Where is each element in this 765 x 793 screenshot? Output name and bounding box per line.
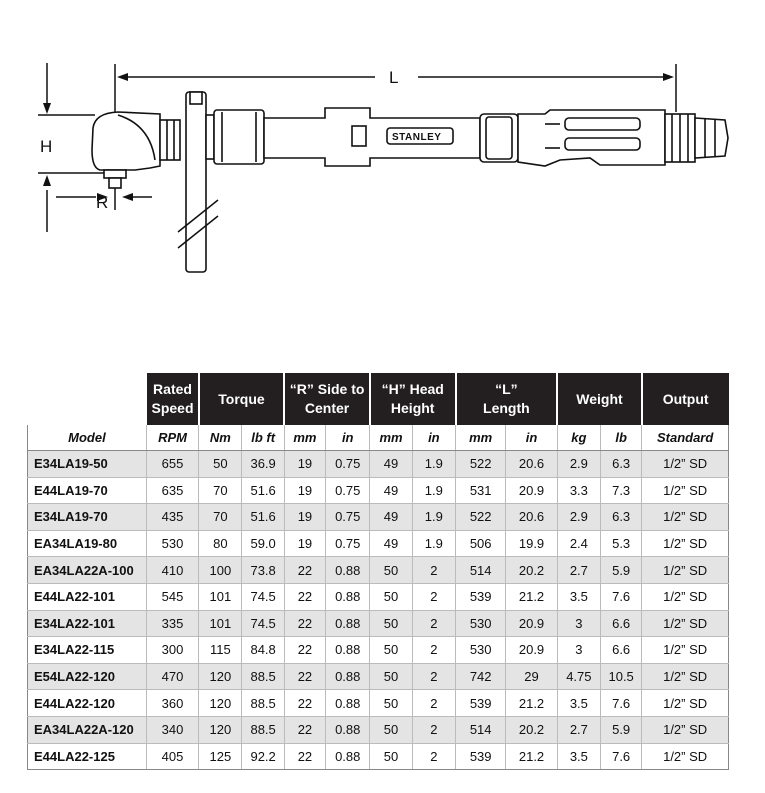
unit-header-lb: lb xyxy=(601,425,642,451)
unit-header-nm: Nm xyxy=(199,425,242,451)
cell-h-mm: 49 xyxy=(370,530,412,557)
cell-h-in: 2 xyxy=(412,716,455,743)
cell-weight-lb: 5.3 xyxy=(601,530,642,557)
cell-h-mm: 50 xyxy=(370,610,412,637)
cell-torque-lbft: 92.2 xyxy=(242,743,284,770)
cell-l-in: 20.9 xyxy=(506,477,557,504)
unit-header-r-in: in xyxy=(326,425,370,451)
cell-h-in: 1.9 xyxy=(412,504,455,531)
cell-h-in: 2 xyxy=(412,743,455,770)
cell-l-in: 29 xyxy=(506,663,557,690)
cell-model: E44LA22-101 xyxy=(28,583,147,610)
cell-l-mm: 742 xyxy=(456,663,506,690)
cell-torque-nm: 120 xyxy=(199,663,242,690)
cell-torque-nm: 100 xyxy=(199,557,242,584)
cell-model: EA34LA22A-120 xyxy=(28,716,147,743)
header-l-length-line2: Length xyxy=(483,400,530,416)
cell-h-mm: 50 xyxy=(370,690,412,717)
cell-output: 1/2” SD xyxy=(642,690,729,717)
header-l-length-line1: “L” xyxy=(495,381,518,397)
length-arrow-left xyxy=(117,73,128,81)
table-row xyxy=(28,743,729,770)
header-rated-speed xyxy=(146,373,198,425)
cell-r-mm: 22 xyxy=(284,663,325,690)
cell-r-mm: 19 xyxy=(284,477,325,504)
cell-weight-lb: 6.6 xyxy=(601,610,642,637)
cell-l-mm: 539 xyxy=(456,583,506,610)
cell-model: E44LA22-125 xyxy=(28,743,147,770)
cell-h-mm: 50 xyxy=(370,743,412,770)
cell-torque-lbft: 59.0 xyxy=(242,530,284,557)
unit-header-row xyxy=(28,425,729,451)
cell-h-in: 1.9 xyxy=(412,530,455,557)
cell-l-in: 20.2 xyxy=(506,557,557,584)
cell-weight-lb: 6.3 xyxy=(601,504,642,531)
cell-r-in: 0.88 xyxy=(326,583,370,610)
cell-r-in: 0.88 xyxy=(326,637,370,664)
table-row xyxy=(28,477,729,504)
cell-weight-lb: 5.9 xyxy=(601,716,642,743)
cell-rpm: 335 xyxy=(146,610,198,637)
cell-h-in: 2 xyxy=(412,610,455,637)
cell-l-mm: 522 xyxy=(456,451,506,478)
header-rated-speed-line1: Rated xyxy=(153,381,192,397)
cell-weight-kg: 3 xyxy=(557,610,600,637)
cell-l-in: 19.9 xyxy=(506,530,557,557)
cell-weight-kg: 3.5 xyxy=(557,690,600,717)
cell-l-in: 20.6 xyxy=(506,504,557,531)
cell-r-in: 0.88 xyxy=(326,743,370,770)
nutrunner-tool-outline xyxy=(92,92,728,272)
header-output xyxy=(642,373,729,425)
cell-weight-lb: 7.6 xyxy=(601,583,642,610)
cell-r-in: 0.88 xyxy=(326,690,370,717)
cell-r-in: 0.88 xyxy=(326,663,370,690)
header-h-head-line1: “H” Head xyxy=(381,381,444,397)
cell-r-in: 0.75 xyxy=(326,504,370,531)
header-h-head-line2: Height xyxy=(390,400,435,416)
cell-output: 1/2” SD xyxy=(642,451,729,478)
cell-output: 1/2” SD xyxy=(642,504,729,531)
cell-torque-lbft: 88.5 xyxy=(242,663,284,690)
cell-output: 1/2” SD xyxy=(642,716,729,743)
cell-r-mm: 22 xyxy=(284,637,325,664)
cell-model: E34LA19-50 xyxy=(28,451,147,478)
cell-h-mm: 50 xyxy=(370,637,412,664)
side-to-center-arrow-right xyxy=(122,193,133,201)
unit-header-standard: Standard xyxy=(642,425,729,451)
table-row xyxy=(28,583,729,610)
header-torque xyxy=(199,373,285,425)
cell-weight-kg: 4.75 xyxy=(557,663,600,690)
cell-h-in: 1.9 xyxy=(412,477,455,504)
cell-weight-kg: 3 xyxy=(557,637,600,664)
cell-torque-lbft: 84.8 xyxy=(242,637,284,664)
cell-torque-nm: 120 xyxy=(199,690,242,717)
cell-output: 1/2” SD xyxy=(642,583,729,610)
unit-header-l-mm: mm xyxy=(456,425,506,451)
cell-rpm: 405 xyxy=(146,743,198,770)
cell-rpm: 410 xyxy=(146,557,198,584)
cell-torque-lbft: 51.6 xyxy=(242,477,284,504)
cell-torque-nm: 50 xyxy=(199,451,242,478)
cell-weight-kg: 2.9 xyxy=(557,451,600,478)
cell-torque-nm: 101 xyxy=(199,610,242,637)
cell-torque-nm: 125 xyxy=(199,743,242,770)
cell-h-mm: 49 xyxy=(370,504,412,531)
cell-output: 1/2” SD xyxy=(642,663,729,690)
cell-rpm: 360 xyxy=(146,690,198,717)
cell-h-in: 2 xyxy=(412,663,455,690)
cell-l-mm: 522 xyxy=(456,504,506,531)
cell-h-mm: 49 xyxy=(370,451,412,478)
cell-weight-lb: 6.6 xyxy=(601,637,642,664)
cell-weight-kg: 3.5 xyxy=(557,583,600,610)
cell-weight-kg: 2.7 xyxy=(557,716,600,743)
cell-r-in: 0.88 xyxy=(326,557,370,584)
cell-r-mm: 22 xyxy=(284,690,325,717)
header-r-side-line2: Center xyxy=(304,400,350,416)
cell-torque-nm: 70 xyxy=(199,504,242,531)
cell-weight-lb: 7.3 xyxy=(601,477,642,504)
cell-h-in: 2 xyxy=(412,637,455,664)
cell-rpm: 530 xyxy=(146,530,198,557)
header-weight xyxy=(557,373,642,425)
cell-h-mm: 50 xyxy=(370,663,412,690)
cell-weight-kg: 3.3 xyxy=(557,477,600,504)
cell-weight-kg: 2.7 xyxy=(557,557,600,584)
cell-output: 1/2” SD xyxy=(642,610,729,637)
unit-header-h-in: in xyxy=(412,425,455,451)
cell-l-mm: 531 xyxy=(456,477,506,504)
head-height-arrow-top xyxy=(43,103,51,114)
unit-header-r-mm: mm xyxy=(284,425,325,451)
table-row xyxy=(28,716,729,743)
cell-output: 1/2” SD xyxy=(642,637,729,664)
header-h-head-height xyxy=(370,373,456,425)
cell-h-mm: 50 xyxy=(370,557,412,584)
cell-torque-lbft: 88.5 xyxy=(242,690,284,717)
cell-l-in: 21.2 xyxy=(506,690,557,717)
cell-l-in: 20.2 xyxy=(506,716,557,743)
tool-dimension-drawing xyxy=(0,0,765,300)
length-label: L xyxy=(389,68,399,87)
cell-l-mm: 530 xyxy=(456,637,506,664)
specifications-table xyxy=(27,373,729,770)
header-r-side-line1: “R” Side to xyxy=(289,381,365,397)
cell-rpm: 300 xyxy=(146,637,198,664)
cell-model: E34LA22-115 xyxy=(28,637,147,664)
unit-header-h-mm: mm xyxy=(370,425,412,451)
table-row xyxy=(28,690,729,717)
cell-r-in: 0.75 xyxy=(326,530,370,557)
cell-h-mm: 49 xyxy=(370,477,412,504)
cell-l-mm: 506 xyxy=(456,530,506,557)
cell-weight-kg: 2.9 xyxy=(557,504,600,531)
cell-l-in: 21.2 xyxy=(506,743,557,770)
side-to-center-label: R xyxy=(96,193,109,212)
cell-r-in: 0.88 xyxy=(326,716,370,743)
table-row xyxy=(28,530,729,557)
head-height-label: H xyxy=(40,137,53,156)
header-output-line1: Output xyxy=(662,390,709,407)
unit-header-rpm: RPM xyxy=(146,425,198,451)
cell-r-in: 0.75 xyxy=(326,477,370,504)
table-body xyxy=(28,451,729,770)
cell-model: EA34LA19-80 xyxy=(28,530,147,557)
cell-output: 1/2” SD xyxy=(642,557,729,584)
cell-r-mm: 19 xyxy=(284,504,325,531)
cell-rpm: 655 xyxy=(146,451,198,478)
brand-logo-text: STANLEY xyxy=(392,132,442,143)
cell-weight-lb: 6.3 xyxy=(601,451,642,478)
cell-model: E54LA22-120 xyxy=(28,663,147,690)
cell-model: E44LA22-120 xyxy=(28,690,147,717)
table-row xyxy=(28,637,729,664)
cell-torque-lbft: 74.5 xyxy=(242,583,284,610)
header-r-side-to-center xyxy=(284,373,370,425)
cell-torque-nm: 80 xyxy=(199,530,242,557)
cell-torque-lbft: 88.5 xyxy=(242,716,284,743)
cell-h-in: 2 xyxy=(412,583,455,610)
unit-header-model: Model xyxy=(28,425,147,451)
cell-output: 1/2” SD xyxy=(642,477,729,504)
cell-model: E44LA19-70 xyxy=(28,477,147,504)
table-row xyxy=(28,663,729,690)
table-row xyxy=(28,504,729,531)
cell-h-in: 1.9 xyxy=(412,451,455,478)
cell-l-mm: 514 xyxy=(456,557,506,584)
cell-torque-lbft: 73.8 xyxy=(242,557,284,584)
cell-rpm: 340 xyxy=(146,716,198,743)
cell-h-in: 2 xyxy=(412,690,455,717)
cell-weight-lb: 7.6 xyxy=(601,743,642,770)
cell-weight-kg: 3.5 xyxy=(557,743,600,770)
unit-header-lbft: lb ft xyxy=(242,425,284,451)
group-header-row xyxy=(28,373,729,425)
cell-torque-nm: 70 xyxy=(199,477,242,504)
cell-model: EA34LA22A-100 xyxy=(28,557,147,584)
cell-l-in: 21.2 xyxy=(506,583,557,610)
cell-l-in: 20.9 xyxy=(506,637,557,664)
cell-r-in: 0.88 xyxy=(326,610,370,637)
cell-l-mm: 530 xyxy=(456,610,506,637)
cell-rpm: 635 xyxy=(146,477,198,504)
cell-torque-lbft: 36.9 xyxy=(242,451,284,478)
cell-l-mm: 539 xyxy=(456,690,506,717)
cell-torque-nm: 101 xyxy=(199,583,242,610)
cell-weight-lb: 10.5 xyxy=(601,663,642,690)
cell-h-mm: 50 xyxy=(370,716,412,743)
cell-r-mm: 22 xyxy=(284,716,325,743)
cell-torque-lbft: 74.5 xyxy=(242,610,284,637)
table-row xyxy=(28,610,729,637)
head-height-arrow-bottom xyxy=(43,175,51,186)
header-rated-speed-line2: Speed xyxy=(151,400,194,416)
cell-weight-lb: 5.9 xyxy=(601,557,642,584)
cell-r-mm: 22 xyxy=(284,583,325,610)
cell-model: E34LA22-101 xyxy=(28,610,147,637)
header-torque-line1: Torque xyxy=(218,390,265,407)
cell-torque-nm: 115 xyxy=(199,637,242,664)
cell-rpm: 545 xyxy=(146,583,198,610)
cell-torque-lbft: 51.6 xyxy=(242,504,284,531)
cell-torque-nm: 120 xyxy=(199,716,242,743)
unit-header-l-in: in xyxy=(506,425,557,451)
cell-h-mm: 50 xyxy=(370,583,412,610)
length-arrow-right xyxy=(663,73,674,81)
cell-l-mm: 539 xyxy=(456,743,506,770)
cell-model: E34LA19-70 xyxy=(28,504,147,531)
cell-weight-lb: 7.6 xyxy=(601,690,642,717)
cell-r-mm: 22 xyxy=(284,610,325,637)
cell-r-mm: 19 xyxy=(284,530,325,557)
cell-r-mm: 19 xyxy=(284,451,325,478)
cell-l-mm: 514 xyxy=(456,716,506,743)
cell-r-in: 0.75 xyxy=(326,451,370,478)
cell-l-in: 20.9 xyxy=(506,610,557,637)
table-row xyxy=(28,557,729,584)
header-l-length xyxy=(456,373,558,425)
cell-rpm: 470 xyxy=(146,663,198,690)
cell-rpm: 435 xyxy=(146,504,198,531)
header-weight-line1: Weight xyxy=(576,390,623,407)
cell-output: 1/2” SD xyxy=(642,743,729,770)
cell-weight-kg: 2.4 xyxy=(557,530,600,557)
cell-output: 1/2” SD xyxy=(642,530,729,557)
cell-l-in: 20.6 xyxy=(506,451,557,478)
cell-r-mm: 22 xyxy=(284,743,325,770)
header-blank xyxy=(28,373,147,425)
cell-h-in: 2 xyxy=(412,557,455,584)
table-row xyxy=(28,451,729,478)
cell-r-mm: 22 xyxy=(284,557,325,584)
unit-header-kg: kg xyxy=(557,425,600,451)
